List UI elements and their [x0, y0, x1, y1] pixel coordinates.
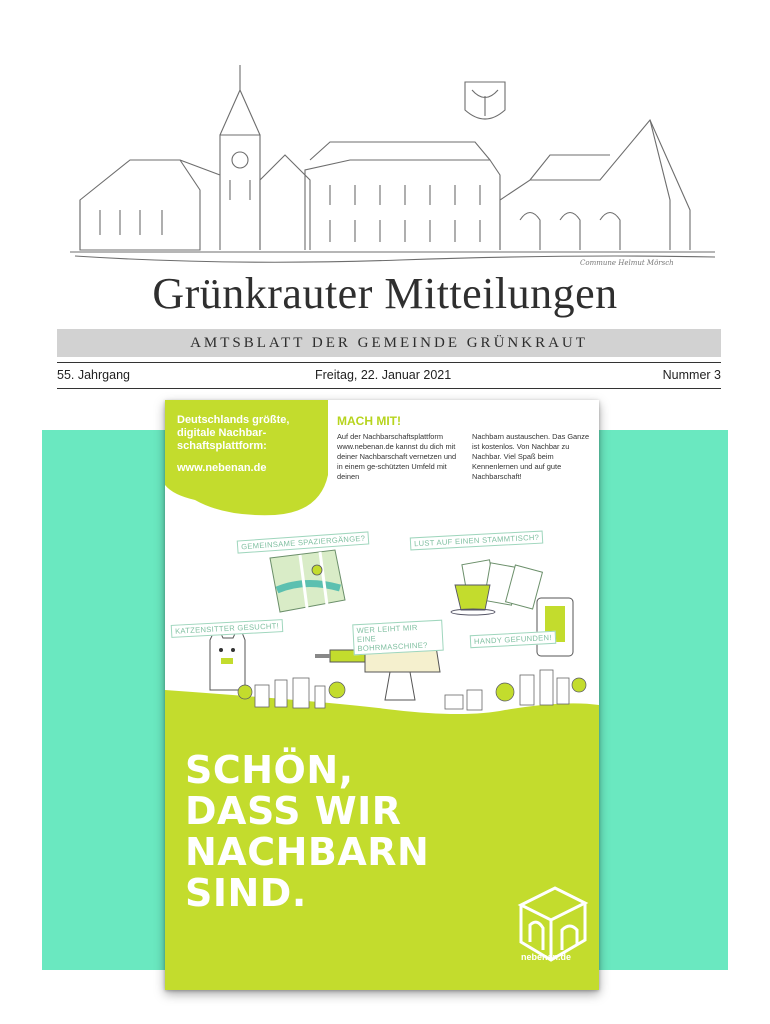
- logo-text: nebenan.de: [521, 952, 572, 962]
- tag-stammtisch: LUST AUF EINEN STAMMTISCH?: [410, 531, 544, 551]
- poster-text-col1: Auf der Nachbarschaftsplattform www.nebenan.de kannst du dich mit deiner Nachbarschaft vernetzen und in einem ge-schützten Umfeld mit deinen: [337, 432, 457, 481]
- platform-url: www.nebenan.de: [177, 462, 267, 474]
- phone-illustration: [537, 598, 573, 656]
- page-title: Grünkrauter Mitteilungen: [152, 269, 618, 318]
- poster-text-col2: Nachbarn austauschen. Das Ganze ist kostenlos. Von Nachbar zu Nachbar. Viel Spaß beim Kennenlernen und auf gute Nachbarschaft!: [472, 432, 590, 481]
- headline-line-2: DASS WIR: [185, 789, 402, 833]
- mach-mit-heading: MACH MIT!: [337, 414, 401, 428]
- town-sketch-illustration: [70, 60, 720, 275]
- headline-line-3: NACHBARN: [185, 830, 430, 874]
- headline-line-1: SCHÖN,: [185, 748, 354, 792]
- cards-cup-illustration: [451, 560, 542, 615]
- poster-headline: [185, 750, 515, 914]
- sketch-signature: Commune Helmut Mörsch: [580, 259, 674, 267]
- tag-bohrmaschine: WER LEIHT MIR EINE BOHRMASCHINE?: [352, 620, 443, 656]
- headline-line-4: SIND.: [185, 871, 307, 915]
- map-illustration: [270, 550, 345, 612]
- nebenan-poster: [165, 400, 599, 990]
- volume-label: 55. Jahrgang: [57, 368, 130, 382]
- issue-meta-row: [57, 368, 721, 384]
- bottom-rule: [57, 388, 721, 389]
- tag-spaziergaenge: GEMEINSAME SPAZIERGÄNGE?: [237, 531, 370, 553]
- top-rule: [57, 362, 721, 363]
- date-label: Freitag, 22. Januar 2021: [315, 368, 452, 382]
- issue-label: Nummer 3: [662, 368, 721, 382]
- subtitle-band: AMTSBLATT DER GEMEINDE GRÜNKRAUT: [57, 329, 721, 357]
- tag-katzensitter: KATZENSITTER GESUCHT!: [171, 619, 284, 638]
- platform-claim: Deutschlands größte, digitale Nachbar-schaftsplattform:: [177, 414, 290, 452]
- tag-handy: HANDY GEFUNDEN!: [470, 631, 556, 648]
